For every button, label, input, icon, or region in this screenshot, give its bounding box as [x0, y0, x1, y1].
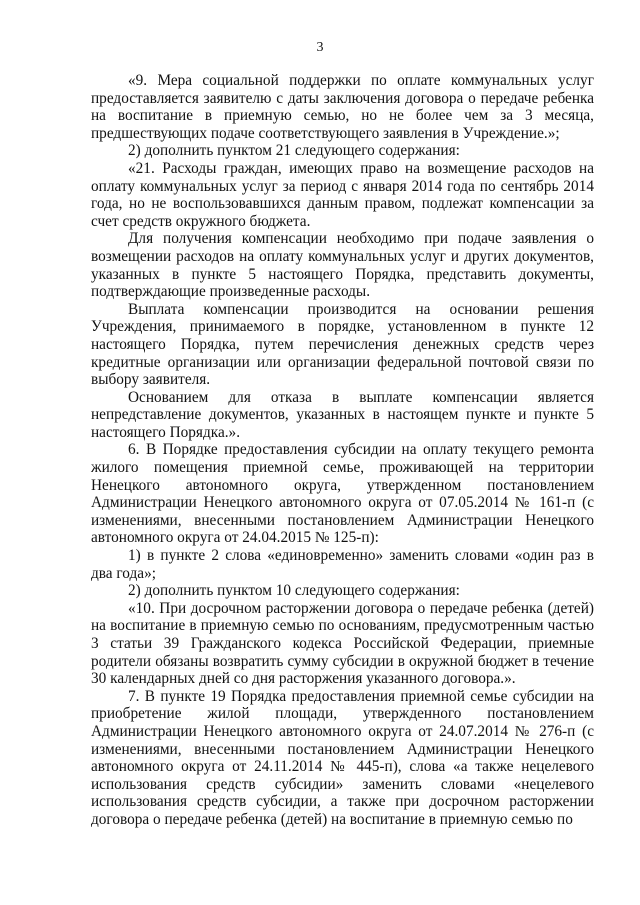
paragraph-compensation-payment: Выплата компенсации производится на основании решения Учреждения, принимаемого в порядке, установленном в пункте 12 настоящего Порядка, путем перечисления денежных средств через кредитные организации или организации федеральной почтовой связи по выбору заявителя. [91, 300, 594, 389]
paragraph-item-21-text: «21. Расходы граждан, имеющих право на возмещение расходов на оплату коммунальных услуг за период с января 2014 года по сентябрь 2014 года, но не воспользовавшихся данным правом, подлежат компенсации за счет средств окружного бюджета. [91, 159, 594, 230]
page-number: 3 [316, 40, 324, 55]
paragraph-add-item-21: 2) дополнить пунктом 21 следующего содержания: [128, 142, 460, 160]
document-body [91, 72, 594, 829]
paragraph-section-6-item-1: 1) в пункте 2 слова «единовременно» заменить словами «один раз в два года»; [91, 547, 594, 582]
paragraph-item-10-text: «10. При досрочном расторжении договора о передаче ребенка (детей) на воспитание в приемную семью по основаниям, предусмотренным частью 3 статьи 39 Гражданского кодекса Российской Федерации, приемные родители обязаны возвратить сумму субсидии в окружной бюджет в течение 30 календарных дней со дня расторжения указанного договора.». [91, 599, 594, 688]
paragraph-compensation-application: Для получения компенсации необходимо при подаче заявления о возмещении расходов на оплату коммунальных услуг и других документов, указанных в пункте 5 настоящего Порядка, представить документы, подтверждающие произведенные расходы. [91, 230, 594, 301]
paragraph-refusal-grounds: Основанием для отказа в выплате компенсации является непредставление документов, указанных в настоящем пункте и пункте 5 настоящего Порядка.». [91, 388, 594, 441]
paragraph-item-9-text: «9. Мера социальной поддержки по оплате коммунальных услуг предоставляется заявителю с даты заключения договора о передаче ребенка на воспитание в приемную семью, но не более чем за 3 месяца, предшествующих подаче соответствующего заявления в Учреждение.»; [91, 72, 594, 142]
paragraph-section-6: 6. В Порядке предоставления субсидии на оплату текущего ремонта жилого помещения приемной семье, проживающей на территории Ненецкого автономного округа, утвержденном постановлением Администрации Ненецкого автономного округа от 07.05.2014 № 161-п (с изменениями, внесенными постановлением Администрации Ненецкого автономного округа от 24.04.2015 № 125-п): [91, 441, 594, 547]
paragraph-section-7: 7. В пункте 19 Порядка предоставления приемной семье субсидии на приобретение жилой площади, утвержденного постановлением Администрации Ненецкого автономного округа от 24.07.2014 № 276-п (с изменениями, внесенными постановлением Администрации Ненецкого автономного округа от 24.11.2014 № 445-п), слова «а также нецелевого использования средств субсидии» заменить словами «нецелевого использования средств субсидии, а также при досрочном расторжении договора о передаче ребенка (детей) на воспитание в приемную семью по [91, 687, 594, 828]
paragraph-section-6-item-2: 2) дополнить пунктом 10 следующего содержания: [128, 582, 460, 600]
